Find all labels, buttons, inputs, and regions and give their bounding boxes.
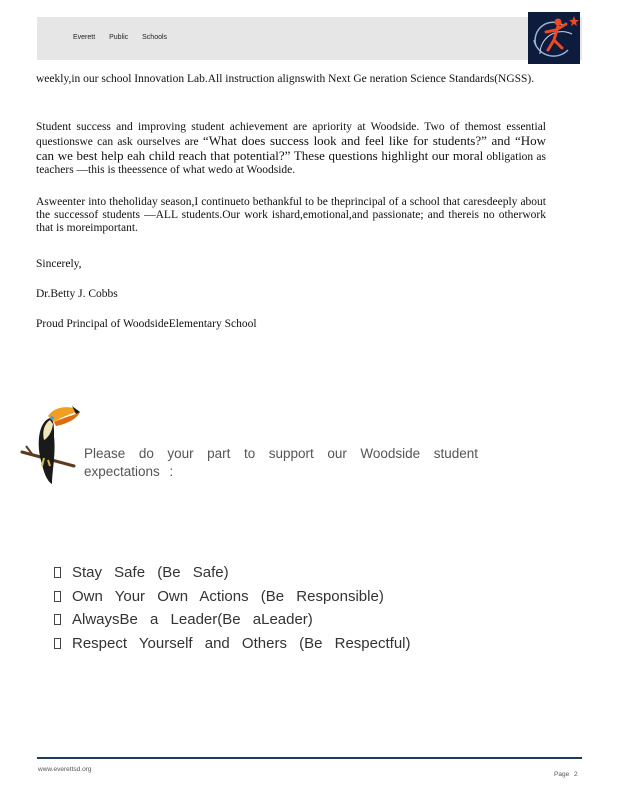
page-number: 2 — [574, 771, 578, 778]
footer-url-link[interactable]: www.everettsd.org — [38, 766, 92, 773]
expectation-text: Own Your Own Actions (Be Responsible) — [72, 587, 384, 605]
expectation-text: Respect Yourself and Others (Be Respectful) — [72, 634, 411, 652]
letter-paragraph-3: Asweenter into theholiday season,I continueto bethankful to be theprincipal of a school that caresdeeply about the successof students —ALL students.Our work ishard,emotional,and passionate; and thereis no otherwork that is moreimportant. — [36, 196, 546, 234]
list-item — [54, 608, 411, 632]
checkbox-bullet-icon — [54, 638, 61, 649]
list-item — [54, 561, 411, 585]
page-label: Page — [554, 771, 570, 778]
signature-title: Proud Principal of WoodsideElementary School — [36, 318, 257, 330]
paragraph-2-start: Student success and improving student achievement are apriority at Woodside. Two of themost essential questionswe can ask ourselves are — [36, 121, 546, 148]
support-message: Please do your part to support our Woodside student expectations : — [84, 446, 478, 479]
expectation-text: Stay Safe (Be Safe) — [72, 564, 229, 582]
checkbox-bullet-icon — [54, 591, 61, 602]
letter-paragraph-1: weekly,in our school Innovation Lab.All instruction alignswith Next Ge neration Science Standards(NGSS). — [36, 73, 535, 85]
list-item — [54, 632, 411, 656]
toucan-mascot-icon — [20, 402, 80, 486]
school-district-logo-icon — [528, 12, 580, 64]
checkbox-bullet-icon — [54, 567, 61, 578]
expectations-list — [54, 561, 411, 655]
expectation-text: AlwaysBe a Leader(Be aLeader) — [72, 611, 313, 629]
footer-divider — [37, 757, 582, 759]
school-name: Everett Public Schools — [73, 34, 168, 41]
letter-paragraph-2 — [36, 121, 546, 177]
signature-name: Dr.Betty J. Cobbs — [36, 288, 118, 300]
list-item — [54, 585, 411, 609]
paragraph-2-quote: “What does success look and feel like for students?” and “How can we best help eah child reach that potential?” These questions highlight our moral — [36, 133, 546, 163]
checkbox-bullet-icon — [54, 614, 61, 625]
paragraph-2-end: obligation as teachers —this is theessence of what wedo at Woodside. — [36, 151, 547, 176]
letter-closing: Sincerely, — [36, 258, 82, 270]
